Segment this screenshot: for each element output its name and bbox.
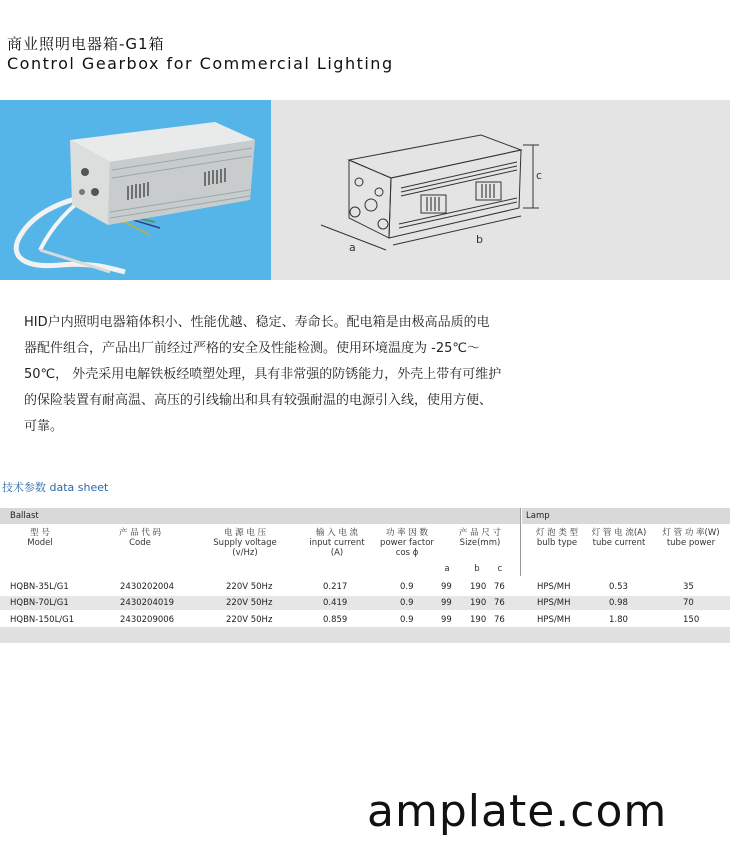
page-title-en: Control Gearbox for Commercial Lighting [7, 54, 394, 73]
header-size-a: a [444, 564, 450, 574]
table-footer-bar [0, 627, 730, 643]
dimension-diagram [271, 100, 730, 280]
table-row: HQBN-150L/G1 2430209006 220V 50Hz 0.859 0.9 99 190 76 HPS/MH 1.80 150 [10, 615, 700, 625]
column-divider [520, 508, 521, 576]
header-size-b: b [474, 564, 480, 574]
header-power-factor: 功 率 因 数 power factor cos ϕ [380, 528, 434, 558]
header-size-c: c [497, 564, 503, 574]
header-bulb-type: 灯 泡 类 型 bulb type [535, 528, 579, 548]
table-row: HQBN-35L/G1 2430202004 220V 50Hz 0.217 0.9 99 190 76 HPS/MH 0.53 35 [10, 582, 694, 592]
spec-section-title: 技术参数 data sheet [2, 481, 109, 494]
watermark: amplate.com [367, 786, 668, 837]
dimension-label-c: c [536, 169, 543, 182]
page-title-cn: 商业照明电器箱-G1箱 [7, 35, 165, 53]
header-tube-current: 灯 管 电 流(A) tube current [591, 528, 647, 548]
header-current: 输 入 电 流 input current (A) [309, 528, 365, 558]
group-header-ballast [0, 508, 520, 524]
header-voltage: 电 源 电 压 Supply voltage (v/Hz) [213, 528, 277, 558]
description-line: 器配件组合，产品出厂前经过严格的安全及性能检测。使用环境温度为 -25℃～ [24, 341, 480, 356]
dimension-label-b: b [476, 233, 483, 246]
group-label-ballast: Ballast [10, 511, 39, 521]
product-photo [0, 100, 271, 280]
header-tube-power: 灯 管 功 率(W) tube power [662, 528, 720, 548]
header-code: 产 品 代 码 Code [118, 528, 162, 548]
description-line: 50℃， 外壳采用电解铁板经喷塑处理，具有非常强的防锈能力，外壳上带有可维护 [24, 367, 502, 382]
product-description [24, 310, 544, 440]
description-line: 可靠。 [24, 419, 64, 434]
dimension-label-a: a [349, 241, 356, 254]
header-model: 型 号 Model [27, 528, 53, 548]
group-header-lamp [522, 508, 730, 524]
description-line: HID户内照明电器箱体积小、性能优越、稳定、寿命长。配电箱是由极高品质的电 [24, 315, 490, 330]
header-size: 产 品 尺 寸 Size(mm) [458, 528, 502, 548]
group-label-lamp: Lamp [526, 511, 550, 521]
description-line: 的保险装置有耐高温、高压的引线输出和具有较强耐温的电源引入线，使用方便、 [24, 393, 493, 408]
table-row: HQBN-70L/G1 2430204019 220V 50Hz 0.419 0.9 99 190 76 HPS/MH 0.98 70 [0, 596, 730, 610]
